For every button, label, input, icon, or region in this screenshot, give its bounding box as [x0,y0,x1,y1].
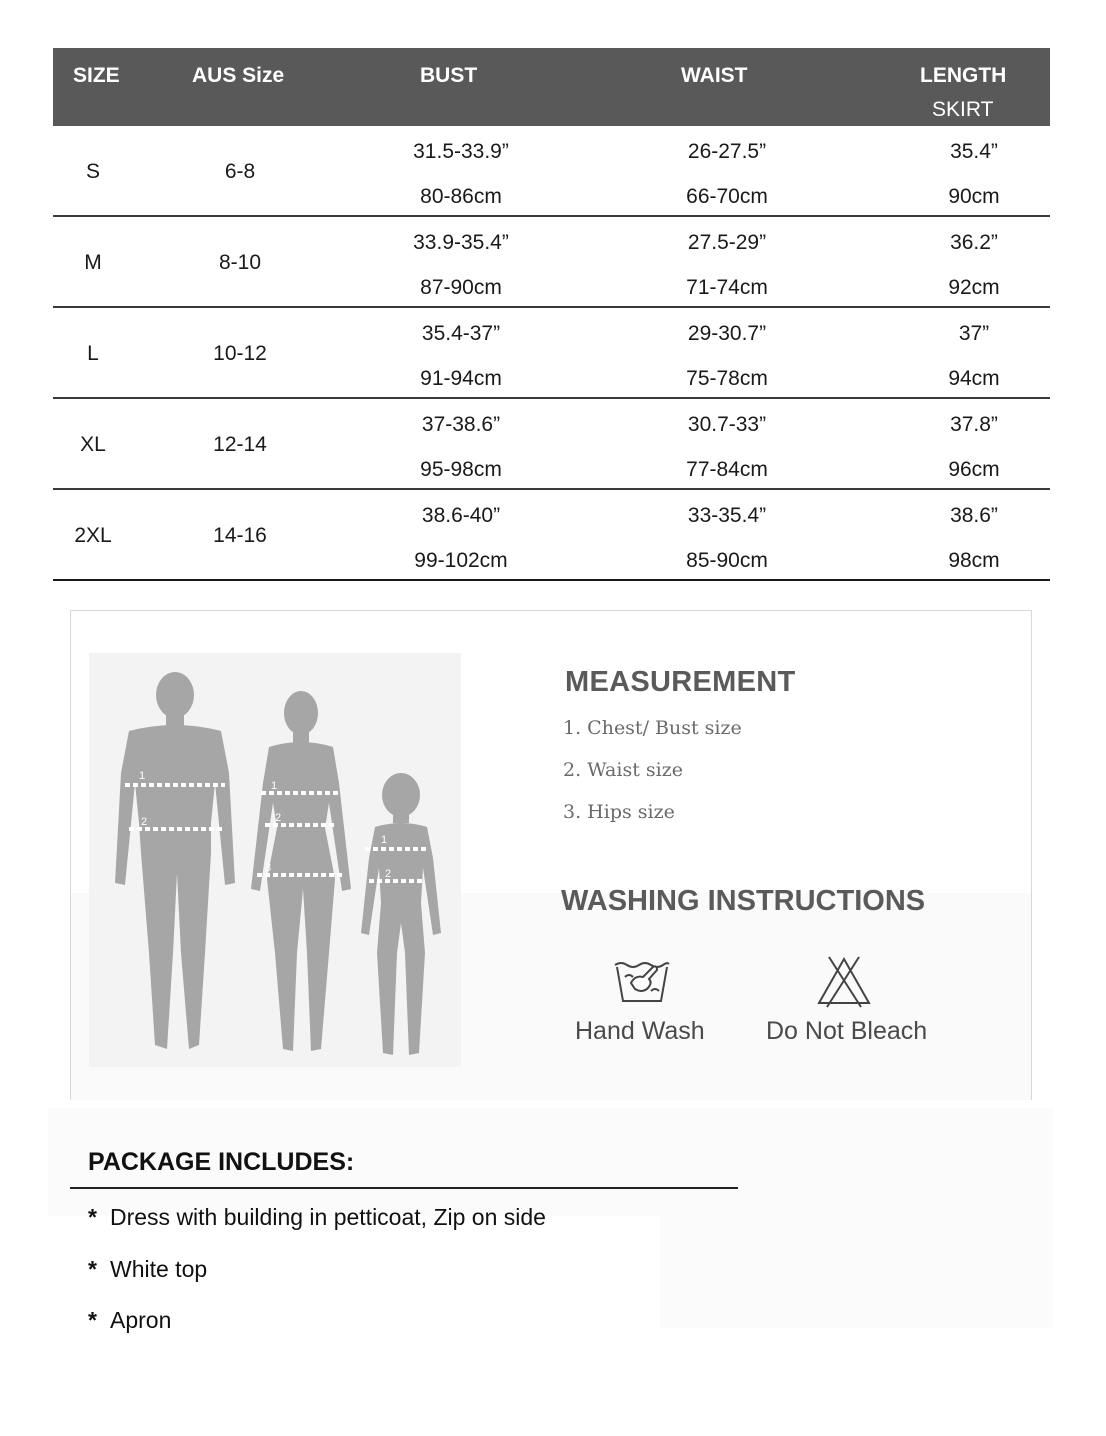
cell-bust-cm: 87-90cm [420,276,502,299]
package-item-label: White top [110,1256,208,1282]
header-waist: WAIST [681,64,748,87]
bullet-icon: * [88,1307,97,1333]
washing-title: WASHING INSTRUCTIONS [561,885,926,917]
cell-waist-cm: 66-70cm [686,185,768,208]
measurement-item: 3. Hips size [563,801,675,823]
measurement-title: MEASUREMENT [565,666,796,698]
cell-waist-cm: 71-74cm [686,276,768,299]
cell-aus-size: 10-12 [213,342,267,365]
cell-length-inches: 37” [958,322,990,345]
cell-length-inches: 36.2” [950,231,998,254]
cell-length-cm: 92cm [948,276,1000,299]
cell-bust-inches: 35.4-37” [421,322,501,345]
cell-length-cm: 98cm [948,549,1000,572]
header-length-sub: SKIRT [932,98,994,121]
header-size: SIZE [73,64,120,87]
body-measurement-figures [89,653,461,1067]
table-row [53,399,1050,490]
package-item-label: Dress with building in petticoat, Zip on side [110,1204,546,1230]
cell-bust-cm: 91-94cm [420,367,502,390]
table-header [53,48,1050,126]
cell-length-cm: 94cm [948,367,1000,390]
cell-bust-inches: 33.9-35.4” [413,231,509,254]
cell-waist-cm: 77-84cm [686,458,768,481]
no-bleach-icon [815,955,873,1009]
package-divider [70,1187,738,1189]
package-item [88,1307,171,1334]
cell-bust-inches: 38.6-40” [421,504,501,527]
cell-size: M [84,251,102,274]
figure-label: 3 [265,862,272,874]
package-item [88,1204,546,1231]
figure-label: 1 [381,834,388,846]
bullet-icon: * [88,1204,97,1230]
cell-waist-inches: 29-30.7” [687,322,767,345]
figure-label: 2 [275,812,282,824]
cell-size: XL [80,433,106,456]
header-bust: BUST [420,64,478,87]
cell-aus-size: 14-16 [213,524,267,547]
cell-bust-cm: 80-86cm [420,185,502,208]
do-not-bleach-label: Do Not Bleach [766,1017,928,1045]
package-background [660,1216,1053,1328]
cell-size: S [85,160,100,183]
cell-length-inches: 37.8” [950,413,998,436]
cell-length-cm: 90cm [948,185,1000,208]
figure-label: 1 [271,780,278,792]
cell-size: 2XL [74,524,112,547]
cell-length-inches: 35.4” [950,140,998,163]
size-chart-table [53,48,1050,581]
figure-label: 2 [385,868,392,880]
header-aus-size: AUS Size [192,64,285,87]
measurement-item: 1. Chest/ Bust size [563,717,742,739]
cell-waist-inches: 26-27.5” [687,140,767,163]
cell-size: L [87,342,99,365]
measurement-item: 2. Waist size [563,759,683,781]
cell-bust-inches: 37-38.6” [421,413,501,436]
table-row [53,308,1050,399]
cell-length-inches: 38.6” [950,504,998,527]
cell-bust-cm: 99-102cm [414,549,508,572]
figure-label: 2 [141,816,148,828]
cell-waist-inches: 30.7-33” [687,413,767,436]
measurement-panel [70,610,1032,1100]
package-title: PACKAGE INCLUDES: [88,1148,355,1176]
cell-waist-cm: 85-90cm [686,549,768,572]
cell-aus-size: 8-10 [218,251,262,274]
cell-waist-inches: 27.5-29” [687,231,767,254]
cell-bust-inches: 31.5-33.9” [413,140,509,163]
cell-waist-inches: 33-35.4” [687,504,767,527]
man-figure [115,672,235,1049]
cell-length-cm: 96cm [948,458,1000,481]
package-item-label: Apron [110,1307,172,1333]
hand-wash-label: Hand Wash [575,1017,705,1045]
table-row [53,490,1050,581]
bullet-icon: * [88,1256,97,1282]
cell-waist-cm: 75-78cm [686,367,768,390]
cell-aus-size: 12-14 [213,433,267,456]
table-row [53,126,1050,217]
package-item [88,1256,207,1283]
table-row [53,217,1050,308]
figure-label: 1 [139,770,146,782]
child-figure [361,773,441,1055]
cell-aus-size: 6-8 [224,160,256,183]
hand-wash-icon [613,953,671,1007]
header-length: LENGTH [920,64,1007,87]
cell-bust-cm: 95-98cm [420,458,502,481]
